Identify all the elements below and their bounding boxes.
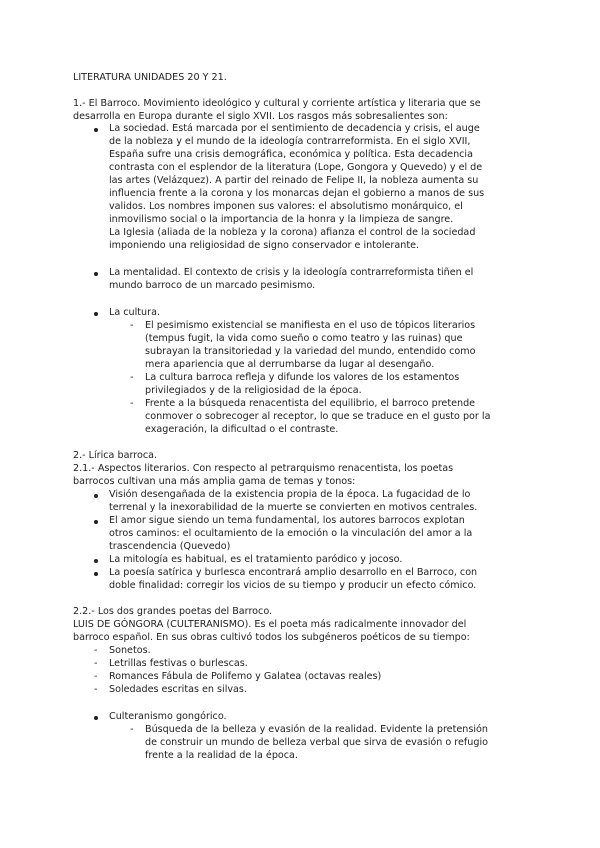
culteranismo-item-line: Búsqueda de la belleza y evasión de la realidad. Evidente la pretensión: [145, 724, 488, 735]
lirica-item-line: Visión desengañada de la existencia propia de la época. La fugacidad de lo: [109, 489, 471, 500]
lirica-item-line: La mitología es habitual, es el tratamiento paródico y jocoso.: [109, 554, 403, 565]
cultura-item-line: Frente a la búsqueda renacentista del equilibrio, el barroco pretende: [145, 398, 476, 409]
lirica-item-line: El amor sigue siendo un tema fundamental, los autores barrocos explotan: [109, 515, 465, 526]
cultura-item-line: subrayan la transitoriedad y la variedad del mundo, entendido como: [145, 346, 476, 357]
section2-sub-line: barrocos cultivan una más amplia gama de temas y tonos:: [73, 476, 356, 487]
mentalidad-line: La mentalidad. El contexto de crisis y la ideología contrarreformista tiñen el: [109, 267, 474, 278]
dash-marker: -: [130, 398, 134, 409]
dash-marker: -: [94, 671, 98, 682]
bullet-icon: [94, 716, 98, 720]
genre-item: Romances Fábula de Polifemo y Galatea (octavas reales): [109, 671, 382, 682]
culteranismo-item-line: frente a la realidad de la época.: [145, 750, 298, 761]
lirica-item-line: otros caminos: el ocultamiento de la emoción o la vinculación del amor a la: [109, 528, 473, 539]
gongora-line: barroco español. En sus obras cultivó todos los subgéneros poéticos de su tiempo:: [73, 632, 470, 643]
sociedad-line: las artes (Velázquez). A partir del reinado de Felipe II, la nobleza aumenta su: [109, 175, 479, 186]
dash-marker: -: [94, 658, 98, 669]
dash-marker: -: [94, 645, 98, 656]
gongora-line: LUIS DE GÓNGORA (CULTERANISMO). Es el poeta más radicalmente innovador del: [73, 619, 467, 630]
sociedad-line: La sociedad. Está marcada por el sentimiento de decadencia y crisis, el auge: [109, 123, 480, 134]
dash-marker: -: [130, 724, 134, 735]
section1-intro-line: desarrolla en Europa durante el siglo XVII. Los rasgos más sobresalientes son:: [73, 111, 448, 122]
dash-marker: -: [130, 320, 134, 331]
cultura-item-line: El pesimismo existencial se manifiesta en el uso de tópicos literarios: [145, 320, 476, 331]
sociedad-line: influencia frente a la corona y los monarcas dejan el gobierno a manos de sus: [109, 188, 485, 199]
lirica-item-line: trascendencia (Quevedo): [109, 541, 231, 552]
sociedad-line: validos. Los nombres imponen sus valores: el absolutismo monárquico, el: [109, 201, 463, 212]
sociedad-line: España sufre una crisis demográfica, económica y política. Esta decadencia: [109, 149, 473, 160]
bullet-icon: [94, 520, 98, 524]
cultura-item-line: La cultura barroca refleja y difunde los valores de los estamentos: [145, 372, 460, 383]
sociedad-line: imponiendo una religiosidad de signo conservador e intolerante.: [109, 240, 420, 251]
bullet-icon: [94, 559, 98, 563]
section2-heading: 2.- Lírica barroca.: [73, 450, 158, 461]
bullet-icon: [94, 312, 98, 316]
bullet-icon: [94, 494, 98, 498]
cultura-item-line: (tempus fugit, la vida como sueño o como teatro y las ruinas) que: [145, 333, 463, 344]
lirica-item-line: terrenal y la inexorabilidad de la muerte se convierten en motivos centrales.: [109, 502, 478, 513]
culteranismo-item-line: de construir un mundo de belleza verbal que sirva de evasión o refugio: [145, 737, 489, 748]
bullet-icon: [94, 572, 98, 576]
lirica-item-line: La poesía satírica y burlesca encontrará amplio desarrollo en el Barroco, con: [109, 567, 478, 578]
poets-heading: 2.2.- Los dos grandes poetas del Barroco.: [73, 606, 273, 617]
culteranismo-heading: Culteranismo gongórico.: [109, 711, 227, 722]
sociedad-line: inmovilismo social o la importancia de la honra y la limpieza de sangre.: [109, 214, 454, 225]
sociedad-line: de la nobleza y el mundo de la ideología contrarreformista. En el siglo XVII,: [109, 136, 471, 147]
section2-sub-line: 2.1.- Aspectos literarios. Con respecto al petrarquismo renacentista, los poetas: [73, 463, 454, 474]
bullet-icon: [94, 128, 98, 132]
genre-item: Sonetos.: [109, 645, 151, 656]
dash-marker: -: [94, 684, 98, 695]
cultura-item-line: mera apariencia que al derrumbarse da lugar al desengaño.: [145, 359, 435, 370]
genre-item: Soledades escritas en silvas.: [109, 684, 247, 695]
dash-marker: -: [130, 372, 134, 383]
document-title: LITERATURA UNIDADES 20 Y 21.: [73, 72, 227, 83]
mentalidad-line: mundo barroco de un marcado pesimismo.: [109, 280, 316, 291]
bullet-icon: [94, 272, 98, 276]
cultura-heading: La cultura.: [109, 307, 161, 318]
sociedad-line: La Iglesia (aliada de la nobleza y la corona) afianza el control de la sociedad: [109, 227, 476, 238]
sociedad-line: contrasta con el esplendor de la literatura (Lope, Gongora y Quevedo) y el de: [109, 162, 483, 173]
cultura-item-line: privilegiados y de la religiosidad de la época.: [145, 385, 362, 396]
cultura-item-line: exageración, la dificultad o el contraste.: [145, 424, 339, 435]
genre-item: Letrillas festivas o burlescas.: [109, 658, 248, 669]
lirica-item-line: doble finalidad: corregir los vicios de su tiempo y producir un efecto cómico.: [109, 580, 477, 591]
cultura-item-line: conmover o sobrecoger al receptor, lo que se traduce en el gusto por la: [145, 411, 491, 422]
section1-intro-line: 1.- El Barroco. Movimiento ideológico y cultural y corriente artística y literaria que se: [73, 98, 481, 109]
